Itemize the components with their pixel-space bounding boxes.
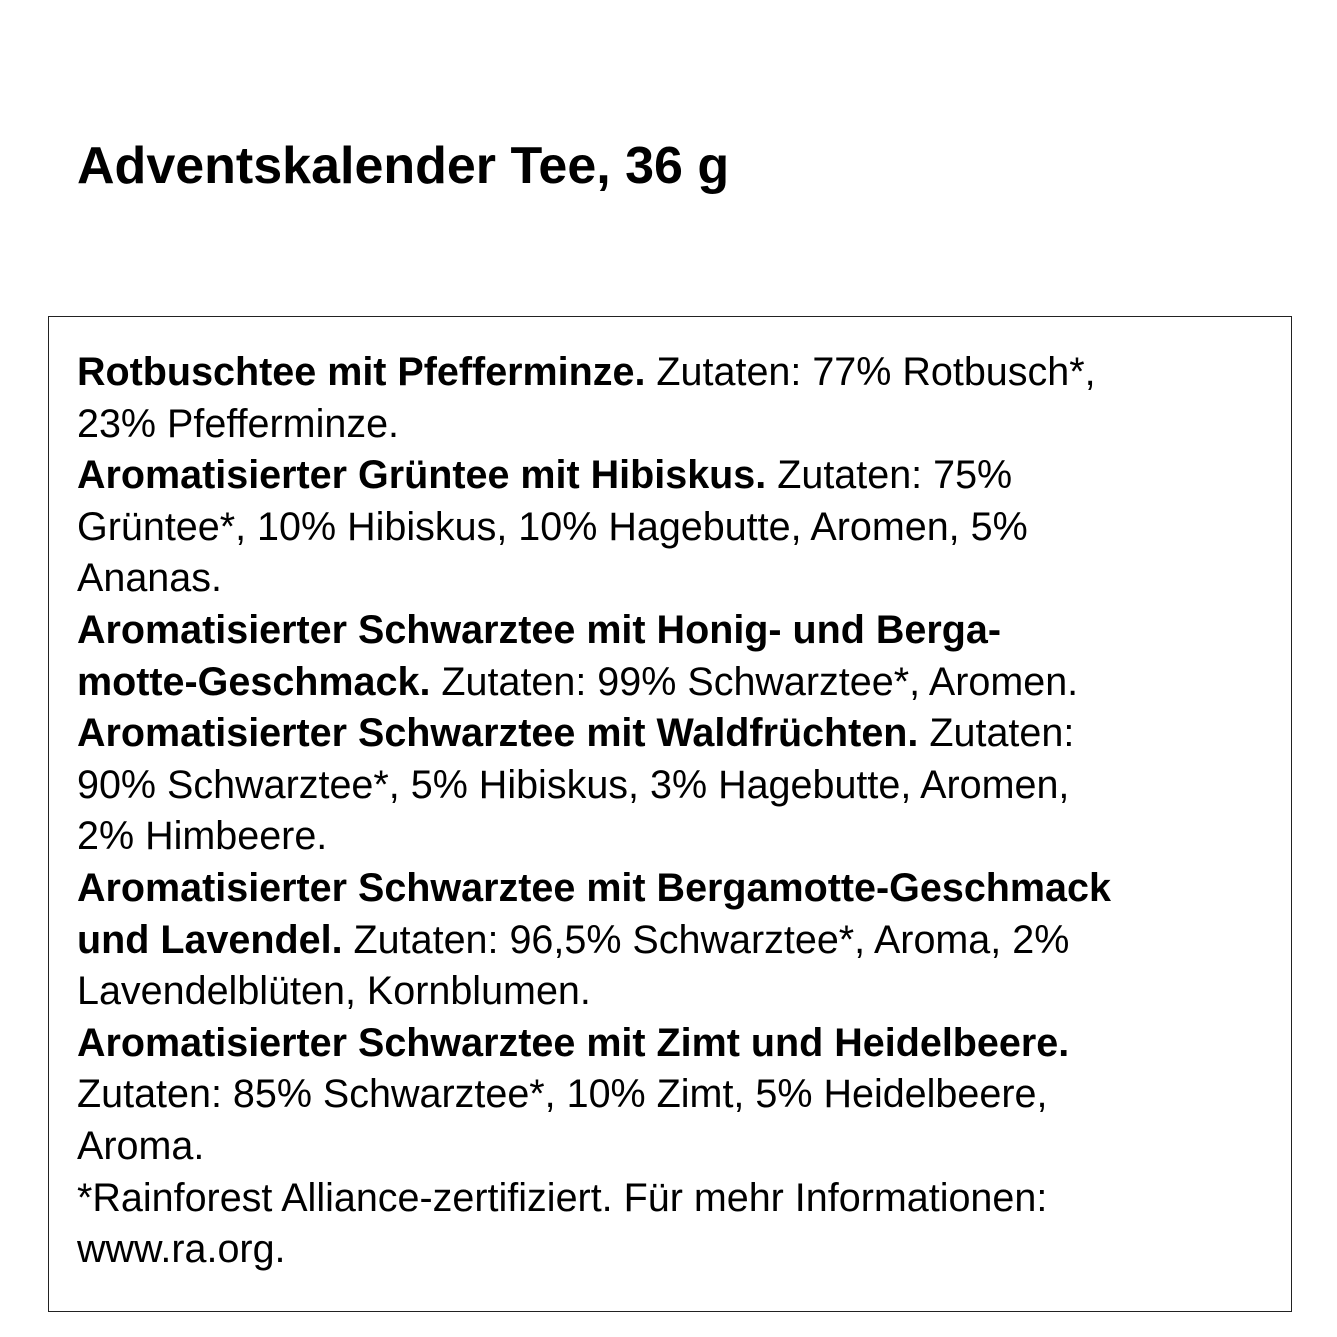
ingredients-line bbox=[77, 399, 1111, 451]
ingredients-text: *Rainforest Alliance-zertifiziert. Für mehr Informationen: bbox=[77, 1175, 1048, 1220]
ingredients-text: Zutaten: bbox=[918, 711, 1075, 756]
ingredients-text: Zutaten: 77% Rotbusch*, bbox=[645, 350, 1096, 394]
ingredients-text: 23% Pfefferminze. bbox=[77, 401, 400, 446]
ingredients-line bbox=[77, 553, 1111, 605]
ingredients-line bbox=[77, 1069, 1111, 1121]
product-name: Aromatisierter Schwarztee mit Bergamotte-Geschmack bbox=[77, 865, 1111, 910]
ingredients-text: Grüntee*, 10% Hibiskus, 10% Hagebutte, Aromen, 5% bbox=[77, 504, 1028, 549]
ingredients-line bbox=[77, 1121, 1111, 1173]
ingredients-line bbox=[77, 657, 1111, 709]
ingredients-text: Aroma. bbox=[77, 1123, 205, 1168]
ingredients-line bbox=[77, 966, 1111, 1018]
product-title: Adventskalender Tee, 36 g bbox=[77, 137, 730, 195]
product-name: Aromatisierter Schwarztee mit Zimt und Heidelbeere. bbox=[77, 1020, 1070, 1065]
certification-url bbox=[77, 1224, 1111, 1276]
product-name: Rotbuschtee mit Pfefferminze. bbox=[77, 350, 646, 394]
ingredients-line bbox=[77, 347, 1111, 399]
ingredients-text: www.ra.org. bbox=[77, 1227, 286, 1272]
ingredients-list bbox=[77, 347, 1111, 1276]
ingredients-line bbox=[77, 450, 1111, 502]
ingredients-text: Zutaten: 85% Schwarztee*, 10% Zimt, 5% Heidelbeere, bbox=[77, 1072, 1048, 1117]
certification-note bbox=[77, 1173, 1111, 1225]
ingredients-line bbox=[77, 811, 1111, 863]
product-name: Aromatisierter Schwarztee mit Waldfrüchten. bbox=[77, 711, 919, 756]
ingredients-line bbox=[77, 708, 1111, 760]
product-name: Aromatisierter Grüntee mit Hibiskus. bbox=[77, 453, 767, 498]
ingredients-text: Zutaten: 99% Schwarztee*, Aromen. bbox=[430, 659, 1079, 704]
ingredients-line bbox=[77, 915, 1111, 967]
ingredients-text: Zutaten: 96,5% Schwarztee*, Aroma, 2% bbox=[342, 917, 1070, 962]
ingredients-text: 2% Himbeere. bbox=[77, 814, 328, 859]
product-name: Aromatisierter Schwarztee mit Honig- und Berga- bbox=[77, 607, 1002, 652]
ingredients-panel bbox=[48, 316, 1292, 1312]
ingredients-line bbox=[77, 1018, 1111, 1070]
ingredients-line bbox=[77, 502, 1111, 554]
ingredients-text: 90% Schwarztee*, 5% Hibiskus, 3% Hagebutte, Aromen, bbox=[77, 762, 1070, 807]
product-name: und Lavendel. bbox=[77, 917, 343, 962]
ingredients-line bbox=[77, 863, 1111, 915]
ingredients-text: Ananas. bbox=[77, 556, 222, 601]
ingredients-text: Lavendelblüten, Kornblumen. bbox=[77, 969, 591, 1014]
ingredients-line bbox=[77, 760, 1111, 812]
product-name: motte-Geschmack. bbox=[77, 659, 431, 704]
ingredients-text: Zutaten: 75% bbox=[766, 453, 1013, 498]
ingredients-line bbox=[77, 605, 1111, 657]
